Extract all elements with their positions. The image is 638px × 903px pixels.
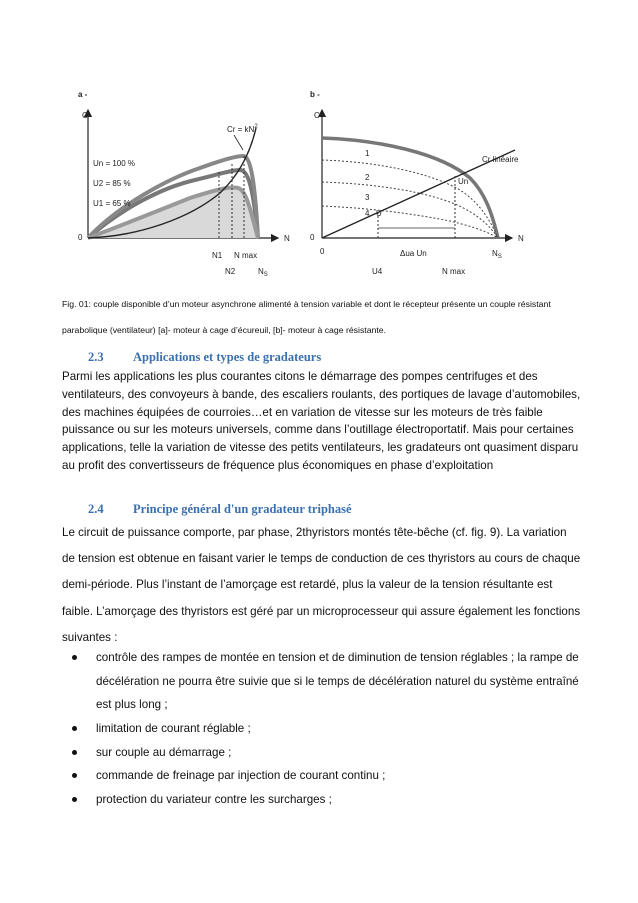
- section-number: 2.3: [88, 350, 104, 364]
- panel-a-mark-ns: $N_S$: [258, 267, 268, 278]
- list-item: [62, 764, 592, 788]
- panel-b-label: b -: [310, 90, 320, 99]
- panel-a-origin: 0: [78, 233, 83, 242]
- panel-a-curve-label-u2: U2 = 85 %: [93, 179, 131, 188]
- panel-b-curve-4: [322, 206, 498, 238]
- list-item-text: protection du variateur contre les surcharges ;: [96, 793, 332, 807]
- figure-diagram: [60, 88, 580, 280]
- panel-b-curve-label-un: Un: [458, 177, 469, 186]
- panel-b-curve-label-2: 2: [365, 173, 370, 182]
- bullet-icon: [72, 797, 77, 802]
- list-item: [62, 646, 592, 717]
- panel-b-curve-label-u: U: [376, 209, 382, 218]
- panel-a-y-axis-label: C: [82, 111, 88, 120]
- panel-b: [310, 90, 524, 276]
- list-item-text: commande de freinage par injection de courant continu ;: [96, 769, 386, 783]
- list-item-text: sur couple au démarrage ;: [96, 745, 232, 759]
- section-2-3-paragraph: Parmi les applications les plus courantes citons le démarrage des pompes centrifuges et des ventilateurs, des convoyeurs à bande, des escaliers roulants, des portiques de lavage d’automobiles, des machines équipées de courroies…et en variation de vitesse sur les moteurs de très faible puissance ou sur les moteurs universels, comme dans l’outillage électroportatif. Mais pour certaines applications, telle la variation de vitesse des petits ventilateurs, les gradateurs ont quasiment disparu au profit des convertisseurs de fréquence plus économiques en phase d’exploitation: [62, 370, 581, 472]
- bullet-list: [62, 646, 592, 812]
- panel-b-x-axis-label: N: [518, 234, 524, 243]
- section-heading-2-4: [88, 502, 352, 517]
- section-number: 2.4: [88, 502, 104, 516]
- bullet-icon: [72, 726, 77, 731]
- panel-a-load-label: $Cr = kN^2$: [227, 124, 258, 134]
- figure-caption: Fig. 01: couple disponible d’un moteur asynchrone alimenté à tension variable et dont le récepteur présente un couple résistant parabolique (ventilateur) [a]- moteur à cage d’écureuil, [b]- moteur à cage résistante.: [62, 299, 551, 335]
- panel-a: [78, 90, 290, 278]
- panel-b-curve-un: [322, 138, 498, 238]
- panel-a-load-leader: [234, 135, 243, 150]
- section-title: Principe général d'un gradateur triphasé: [133, 502, 352, 516]
- list-item-text: contrôle des rampes de montée en tension et de diminution de tension réglables ; la rampe de décélération ne pourra être suivie que si le temps de décélération naturel du système entraîné est plus long ;: [96, 651, 579, 711]
- panel-b-curve-label-1: 1: [365, 149, 370, 158]
- figure-motor-torque: [60, 88, 580, 280]
- panel-b-curve-label-4: 4: [365, 209, 370, 218]
- panel-b-curve-label-3: 3: [365, 193, 370, 202]
- panel-a-curve-label-u1: U1 = 65 %: [93, 199, 131, 208]
- panel-b-delta-label: Δua Un: [400, 249, 427, 258]
- panel-a-label: a -: [78, 90, 88, 99]
- panel-a-x-axis-label: N: [284, 234, 290, 243]
- panel-b-origin-x: 0: [320, 247, 325, 256]
- panel-a-mark-n1: N1: [212, 251, 223, 260]
- list-item: [62, 741, 592, 765]
- bullet-icon: [72, 655, 77, 660]
- panel-a-mark-n2: N2: [225, 267, 236, 276]
- panel-b-load-label: Cr linéaire: [482, 155, 519, 164]
- section-2-4-paragraph: Le circuit de puissance comporte, par phase, 2thyristors montés tête-bêche (cf. fig. 9). La variation de tension est obtenue en faisant varier le temps de conduction de ces thyristors au cours de chaque demi-période. Plus l’instant de l’amorçage est retardé, plus la valeur de la tension résultante est faible. L’amorçage des thyristors est géré par un microprocesseur qui assure également les fonctions suivantes :: [62, 526, 581, 644]
- panel-b-mark-u4: U4: [372, 267, 383, 276]
- section-title: Applications et types de gradateurs: [133, 350, 322, 364]
- panel-b-curve-3: [322, 182, 498, 238]
- bullet-icon: [72, 773, 77, 778]
- list-item-text: limitation de courant réglable ;: [96, 721, 251, 735]
- panel-b-mark-ns: $N_S$: [492, 249, 502, 260]
- panel-b-mark-nmax: N max: [442, 267, 466, 276]
- list-item: [62, 717, 592, 741]
- panel-b-y-axis-label: C: [314, 111, 320, 120]
- panel-b-origin-y: 0: [310, 233, 315, 242]
- list-item: [62, 788, 592, 812]
- bullet-icon: [72, 750, 77, 755]
- panel-a-curve-label-un: Un = 100 %: [93, 159, 136, 168]
- section-heading-2-3: [88, 350, 321, 365]
- panel-a-mark-nmax: N max: [234, 251, 258, 260]
